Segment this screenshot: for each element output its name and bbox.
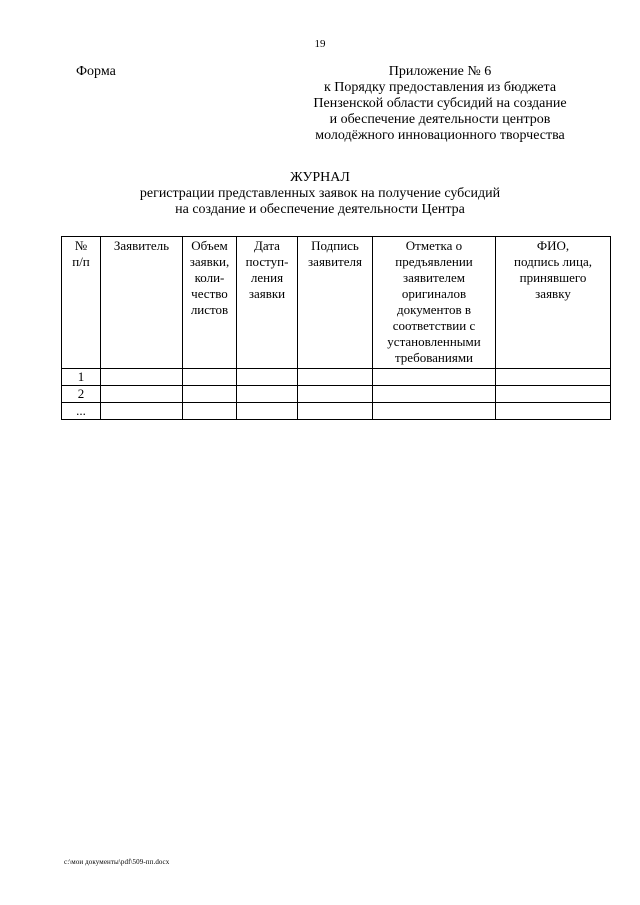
- table-cell: [183, 403, 237, 420]
- table-cell: [298, 403, 373, 420]
- row-number-cell: ...: [62, 403, 101, 420]
- table-row: [62, 386, 611, 403]
- column-header: Заявитель: [101, 237, 183, 369]
- table-row: [62, 369, 611, 386]
- column-header: Объем заявки, коли- чество листов: [183, 237, 237, 369]
- column-header: Подпись заявителя: [298, 237, 373, 369]
- column-header: № п/п: [62, 237, 101, 369]
- row-number-cell: 2: [62, 386, 101, 403]
- table-cell: [373, 369, 496, 386]
- table-cell: [496, 403, 611, 420]
- appendix-line: и обеспечение деятельности центров: [329, 112, 551, 127]
- table-cell: [183, 369, 237, 386]
- table-cell: [237, 369, 298, 386]
- table-cell: [373, 403, 496, 420]
- appendix-line: молодёжного инновационного творчества: [315, 128, 565, 143]
- table-row: [62, 403, 611, 420]
- table-cell: [496, 369, 611, 386]
- table-cell: [298, 369, 373, 386]
- appendix-line: к Порядку предоставления из бюджета: [323, 80, 557, 95]
- journal-heading: [0, 170, 640, 218]
- column-header: Дата поступ- ления заявки: [237, 237, 298, 369]
- table-body: [62, 369, 611, 420]
- appendix-block: [270, 64, 610, 144]
- table-cell: [101, 369, 183, 386]
- table-cell: [373, 386, 496, 403]
- table-cell: [496, 386, 611, 403]
- table-cell: [101, 403, 183, 420]
- table-cell: [237, 386, 298, 403]
- footer-file-path: c:\мои документы\pdf\509-пп.docx: [64, 858, 170, 866]
- appendix-line: Пензенской области субсидий на создание: [313, 96, 567, 111]
- journal-subtitle-line: на создание и обеспечение деятельности Центра: [175, 202, 465, 217]
- table-header-row: [62, 237, 611, 369]
- table-cell: [101, 386, 183, 403]
- table-cell: [183, 386, 237, 403]
- page-number: 19: [314, 38, 326, 50]
- column-header: ФИО, подпись лица, принявшего заявку: [496, 237, 611, 369]
- form-label: Форма: [76, 64, 116, 79]
- appendix-line: Приложение № 6: [388, 64, 492, 79]
- table-cell: [298, 386, 373, 403]
- row-number-cell: 1: [62, 369, 101, 386]
- registration-table: [61, 236, 611, 420]
- table-cell: [237, 403, 298, 420]
- journal-subtitle-line: регистрации представленных заявок на получение субсидий: [139, 186, 501, 201]
- column-header: Отметка о предъявлении заявителем оригиналов документов в соответствии с установленными требованиями: [373, 237, 496, 369]
- journal-title: ЖУРНАЛ: [290, 170, 350, 185]
